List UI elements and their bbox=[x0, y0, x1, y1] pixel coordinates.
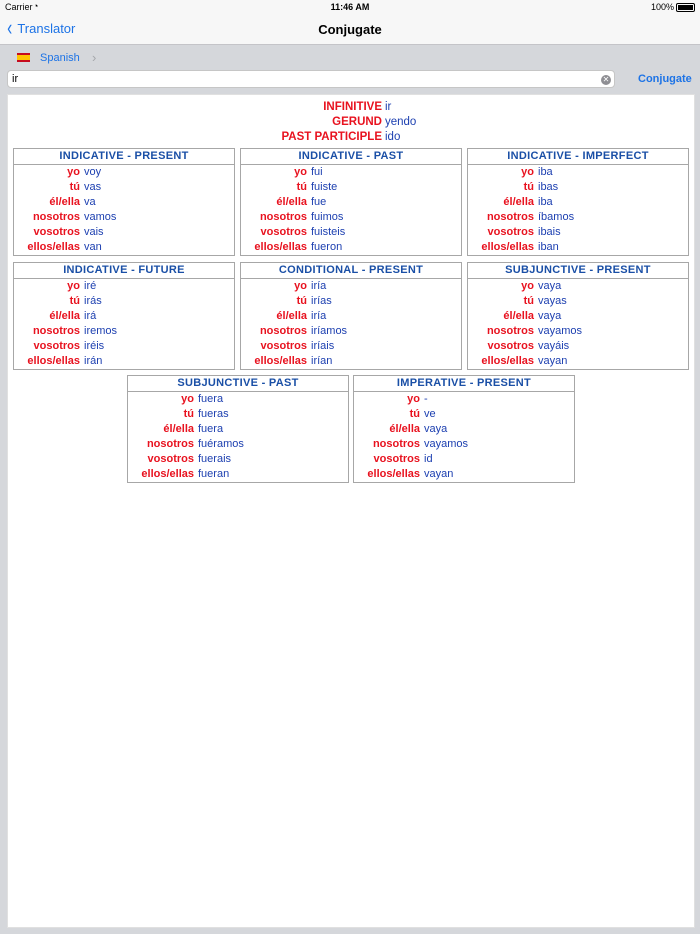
verb-form: ve bbox=[424, 408, 436, 420]
language-row[interactable] bbox=[0, 45, 700, 69]
pronoun: ellos/ellas bbox=[481, 241, 534, 253]
pronoun: nosotros bbox=[32, 325, 80, 337]
verb-form: irán bbox=[84, 355, 103, 367]
table-row bbox=[14, 324, 234, 339]
table-row bbox=[468, 240, 688, 255]
table-row bbox=[128, 422, 348, 437]
wifi-icon: ◔ bbox=[33, 1, 39, 11]
verb-input[interactable] bbox=[7, 70, 615, 88]
verb-form: vayan bbox=[424, 468, 454, 480]
verb-form: ibais bbox=[538, 226, 561, 238]
table-title: INDICATIVE - FUTURE bbox=[14, 263, 234, 279]
chevron-right-icon: › bbox=[92, 50, 97, 65]
pronoun: tú bbox=[183, 408, 194, 420]
table-title: IMPERATIVE - PRESENT bbox=[354, 376, 574, 392]
table-row bbox=[354, 392, 574, 407]
verb-form: vaya bbox=[424, 423, 448, 435]
pronoun: nosotros bbox=[32, 211, 80, 223]
conjugation-table bbox=[467, 262, 689, 370]
table-row bbox=[241, 309, 461, 324]
carrier-label: Carrier bbox=[5, 2, 33, 12]
pronoun: ellos/ellas bbox=[481, 355, 534, 367]
table-row bbox=[128, 452, 348, 467]
verb-form: vamos bbox=[84, 211, 117, 223]
pronoun: yo bbox=[407, 393, 420, 405]
pronoun: tú bbox=[523, 181, 534, 193]
verb-form: iban bbox=[538, 241, 559, 253]
summary-row bbox=[8, 100, 694, 115]
verb-form: fuimos bbox=[311, 211, 344, 223]
table-row bbox=[468, 165, 688, 180]
battery-icon bbox=[676, 3, 695, 12]
pronoun: nosotros bbox=[146, 438, 194, 450]
verb-form: irá bbox=[84, 310, 97, 322]
table-row bbox=[468, 210, 688, 225]
pronoun: ellos/ellas bbox=[27, 355, 80, 367]
verb-form: - bbox=[424, 393, 428, 405]
table-title: SUBJUNCTIVE - PAST bbox=[128, 376, 348, 392]
table-row bbox=[468, 225, 688, 240]
verb-form: irás bbox=[84, 295, 102, 307]
table-row bbox=[14, 225, 234, 240]
conjugation-table bbox=[467, 148, 689, 256]
summary-value: ir bbox=[385, 101, 392, 113]
table-row bbox=[14, 210, 234, 225]
verb-form: iréis bbox=[84, 340, 105, 352]
pronoun: vosotros bbox=[33, 226, 80, 238]
pronoun: él/ella bbox=[389, 423, 420, 435]
table-title: INDICATIVE - PRESENT bbox=[14, 149, 234, 165]
verb-form: fuisteis bbox=[311, 226, 346, 238]
table-row bbox=[14, 354, 234, 369]
verb-form: iría bbox=[311, 280, 327, 292]
pronoun: vosotros bbox=[487, 226, 534, 238]
pronoun: yo bbox=[294, 166, 307, 178]
pronoun: yo bbox=[67, 280, 80, 292]
pronoun: vosotros bbox=[33, 340, 80, 352]
table-row bbox=[14, 195, 234, 210]
table-row bbox=[468, 294, 688, 309]
table-row bbox=[468, 339, 688, 354]
verb-form: iría bbox=[311, 310, 327, 322]
table-row bbox=[468, 180, 688, 195]
pronoun: nosotros bbox=[486, 211, 534, 223]
table-title: INDICATIVE - PAST bbox=[241, 149, 461, 165]
table-title: INDICATIVE - IMPERFECT bbox=[468, 149, 688, 165]
verb-form: va bbox=[84, 196, 96, 208]
language-label[interactable]: Spanish bbox=[40, 52, 80, 64]
pronoun: vosotros bbox=[373, 453, 420, 465]
verb-form: vayamos bbox=[424, 438, 469, 450]
summary-value: ido bbox=[385, 131, 401, 143]
verb-form: vais bbox=[84, 226, 104, 238]
chevron-left-icon: ‹ bbox=[7, 15, 13, 40]
table-row bbox=[354, 452, 574, 467]
table-row bbox=[241, 180, 461, 195]
verb-form: vayan bbox=[538, 355, 568, 367]
table-row bbox=[241, 324, 461, 339]
table-row bbox=[468, 309, 688, 324]
table-row bbox=[354, 467, 574, 482]
verb-form: vayamos bbox=[538, 325, 583, 337]
pronoun: vosotros bbox=[147, 453, 194, 465]
pronoun: tú bbox=[69, 181, 80, 193]
conjugation-table bbox=[13, 262, 235, 370]
verb-form: íbamos bbox=[538, 211, 575, 223]
verb-form: iríais bbox=[311, 340, 335, 352]
pronoun: tú bbox=[296, 295, 307, 307]
table-row bbox=[128, 467, 348, 482]
pronoun: vosotros bbox=[260, 340, 307, 352]
table-row bbox=[241, 210, 461, 225]
verb-form: irías bbox=[311, 295, 332, 307]
back-label: Translator bbox=[17, 20, 76, 36]
clear-icon[interactable]: ✕ bbox=[602, 75, 610, 84]
conjugation-table bbox=[240, 262, 462, 370]
pronoun: nosotros bbox=[259, 325, 307, 337]
pronoun: ellos/ellas bbox=[27, 241, 80, 253]
pronoun: tú bbox=[409, 408, 420, 420]
pronoun: tú bbox=[69, 295, 80, 307]
table-row bbox=[241, 354, 461, 369]
verb-form: iba bbox=[538, 166, 553, 178]
table-row bbox=[241, 225, 461, 240]
clock: 11:46 AM bbox=[330, 2, 370, 12]
table-row bbox=[241, 279, 461, 294]
summary-label: GERUND bbox=[332, 116, 382, 128]
verb-form: vas bbox=[84, 181, 102, 193]
table-row bbox=[468, 354, 688, 369]
table-row bbox=[14, 165, 234, 180]
conjugation-table bbox=[13, 148, 235, 256]
pronoun: tú bbox=[523, 295, 534, 307]
pronoun: él/ella bbox=[503, 310, 534, 322]
pronoun: él/ella bbox=[276, 196, 307, 208]
pronoun: yo bbox=[181, 393, 194, 405]
search-row bbox=[0, 69, 700, 91]
table-title: SUBJUNCTIVE - PRESENT bbox=[468, 263, 688, 279]
verb-form: vayas bbox=[538, 295, 567, 307]
verb-summary bbox=[8, 100, 694, 145]
pronoun: él/ella bbox=[163, 423, 194, 435]
table-row bbox=[468, 324, 688, 339]
spain-flag-icon bbox=[17, 53, 30, 62]
table-row bbox=[128, 437, 348, 452]
pronoun: él/ella bbox=[49, 196, 80, 208]
verb-form: id bbox=[424, 453, 433, 465]
table-row bbox=[241, 240, 461, 255]
verb-form: van bbox=[84, 241, 102, 253]
table-row bbox=[241, 165, 461, 180]
table-row bbox=[14, 339, 234, 354]
pronoun: ellos/ellas bbox=[141, 468, 194, 480]
pronoun: él/ella bbox=[503, 196, 534, 208]
verb-form: fuéramos bbox=[198, 438, 244, 450]
pronoun: yo bbox=[521, 280, 534, 292]
pronoun: yo bbox=[294, 280, 307, 292]
table-row bbox=[14, 279, 234, 294]
table-row bbox=[468, 195, 688, 210]
table-row bbox=[14, 180, 234, 195]
verb-form: vaya bbox=[538, 280, 562, 292]
summary-row bbox=[8, 115, 694, 130]
pronoun: nosotros bbox=[259, 211, 307, 223]
pronoun: vosotros bbox=[487, 340, 534, 352]
verb-form: fueran bbox=[198, 468, 230, 480]
pronoun: nosotros bbox=[486, 325, 534, 337]
verb-form: iríamos bbox=[311, 325, 348, 337]
pronoun: yo bbox=[521, 166, 534, 178]
summary-value: yendo bbox=[385, 116, 417, 128]
navigation-bar bbox=[0, 14, 700, 45]
verb-form: fuera bbox=[198, 423, 224, 435]
table-row bbox=[241, 294, 461, 309]
pronoun: tú bbox=[296, 181, 307, 193]
pronoun: yo bbox=[67, 166, 80, 178]
pronoun: ellos/ellas bbox=[367, 468, 420, 480]
table-row bbox=[354, 407, 574, 422]
summary-row bbox=[8, 130, 694, 145]
verb-form: fui bbox=[311, 166, 323, 178]
table-row bbox=[354, 422, 574, 437]
battery-percent: 100% bbox=[650, 2, 674, 12]
pronoun: ellos/ellas bbox=[254, 355, 307, 367]
page-title: Conjugate bbox=[318, 22, 382, 37]
verb-form: vayáis bbox=[538, 340, 570, 352]
verb-form: ibas bbox=[538, 181, 559, 193]
table-row bbox=[241, 195, 461, 210]
pronoun: vosotros bbox=[260, 226, 307, 238]
table-title: CONDITIONAL - PRESENT bbox=[241, 263, 461, 279]
verb-form: voy bbox=[84, 166, 102, 178]
table-row bbox=[128, 392, 348, 407]
conjugation-table bbox=[353, 375, 575, 483]
pronoun: ellos/ellas bbox=[254, 241, 307, 253]
verb-form: iba bbox=[538, 196, 553, 208]
pronoun: nosotros bbox=[372, 438, 420, 450]
summary-label: INFINITIVE bbox=[323, 101, 382, 113]
summary-label: PAST PARTICIPLE bbox=[281, 131, 382, 143]
verb-form: iremos bbox=[84, 325, 118, 337]
table-row bbox=[354, 437, 574, 452]
conjugate-button[interactable]: Conjugate bbox=[638, 73, 692, 85]
verb-form: irían bbox=[311, 355, 333, 367]
status-bar bbox=[0, 0, 700, 14]
table-row bbox=[14, 240, 234, 255]
verb-form: iré bbox=[84, 280, 97, 292]
table-row bbox=[14, 294, 234, 309]
verb-form: fueron bbox=[311, 241, 343, 253]
verb-form: fuiste bbox=[311, 181, 338, 193]
table-row bbox=[128, 407, 348, 422]
table-row bbox=[468, 279, 688, 294]
conjugation-table bbox=[240, 148, 462, 256]
verb-form: fueras bbox=[198, 408, 229, 420]
verb-form: fuerais bbox=[198, 453, 232, 465]
verb-form: fuera bbox=[198, 393, 224, 405]
pronoun: él/ella bbox=[49, 310, 80, 322]
table-row bbox=[14, 309, 234, 324]
conjugation-table bbox=[127, 375, 349, 483]
table-row bbox=[241, 339, 461, 354]
pronoun: él/ella bbox=[276, 310, 307, 322]
verb-form: vaya bbox=[538, 310, 562, 322]
verb-form: fue bbox=[311, 196, 327, 208]
conjugation-panel bbox=[7, 94, 695, 928]
